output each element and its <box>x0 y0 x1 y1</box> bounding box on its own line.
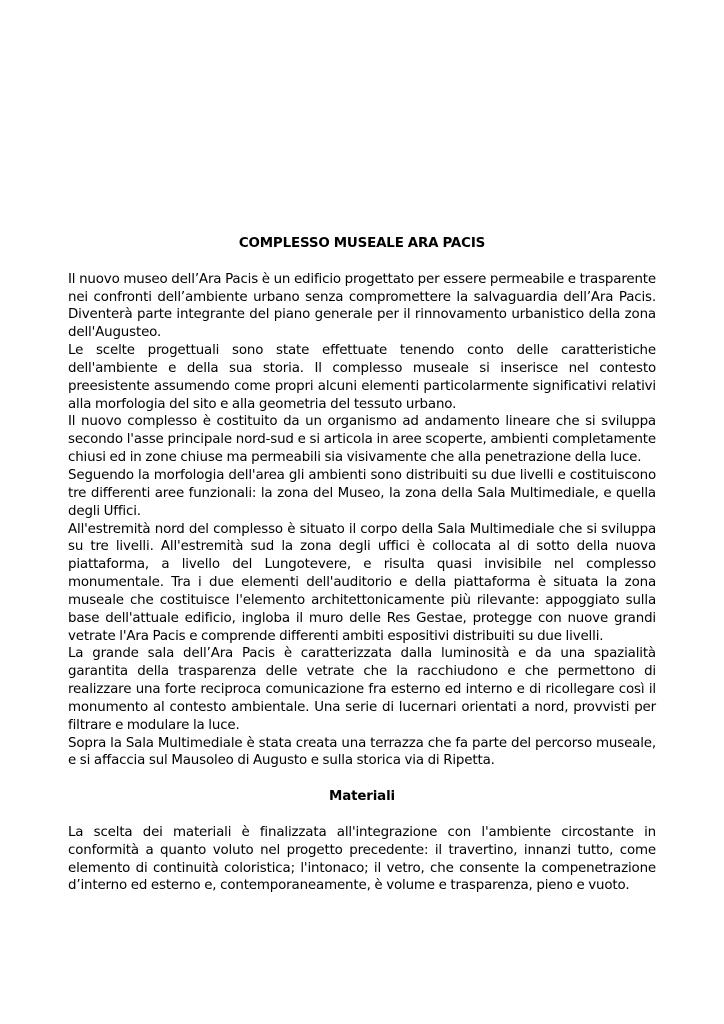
paragraph-great-hall: La grande sala dell’Ara Pacis è caratterizzata dalla luminosità e da una spazialità garantita della trasparenza delle vetrate che la racchiudono e che permettono di realizzare una forte reciproca comunicazione fra esterno ed interno e di ricollegare così il monumento al contesto ambientale. Una serie di lucernari orientati a nord, provvisti per filtrare e modulare la luce. <box>68 646 656 733</box>
materials-heading: Materiali <box>329 789 395 805</box>
paragraph-materials: La scelta dei materiali è finalizzata all'integrazione con l'ambiente circostante in conformità a quanto voluto nel progetto precedente: il travertino, innanzi tutto, come elemento di continuità coloristica; l'intonaco; il vetro, che consente la compenetrazione d’interno ed esterno e, contemporaneamente, è volume e trasparenza, pieno e vuoto. <box>68 824 656 894</box>
paragraph-intro: Il nuovo museo dell’Ara Pacis è un edificio progettato per essere permeabile e trasparente nei confronti dell’ambiente urbano senza compromettere la salvaguardia dell’Ara Pacis. Diventerà parte integrante del piano generale per il rinnovamento urbanistico della zona dell'Augusteo. <box>68 271 656 341</box>
paragraph-linear-organism: Il nuovo complesso è costituito da un organismo ad andamento lineare che si sviluppa secondo l'asse principale nord-sud e si articola in aree scoperte, ambienti completamente chiusi ed in zone chiuse ma permeabili sia visivamente che alla penetrazione della luce. <box>68 414 656 466</box>
paragraph-functional-areas: Seguendo la morfologia dell'area gli ambienti sono distribuiti su due livelli e costituiscono tre differenti aree funzionali: la zona del Museo, la zona della Sala Multimediale, e quella degli Uffici. <box>68 467 656 519</box>
document-title: COMPLESSO MUSEALE ARA PACIS <box>238 236 486 251</box>
paragraph-north-south: All'estremità nord del complesso è situato il corpo della Sala Multimediale che si sviluppa su tre livelli. All'estremità sud la zona degli uffici è collocata al di sotto della nuova piattaforma, a livello del Lungotevere, e risulta quasi invisibile nel complesso monumentale. Tra i due elementi dell'auditorio e della piattaforma è situata la zona museale che costituisce l'elemento architettonicamente più rilevante: appoggiato sulla base dell'attuale edificio, ingloba il muro delle Res Gestae, protegge con nuove grandi vetrate l'Ara Pacis e comprende differenti ambiti espositivi distribuiti su due livelli. <box>68 521 656 644</box>
paragraph-terrace: Sopra la Sala Multimediale è stata creata una terrazza che fa parte del percorso museale, e si affaccia sul Mausoleo di Augusto e sulla storica via di Ripetta. <box>68 735 656 769</box>
paragraph-design-choices: Le scelte progettuali sono state effettuate tenendo conto delle caratteristiche dell'ambiente e della sua storia. Il complesso museale si inserisce nel contesto preesistente assumendo come propri alcuni elementi particolarmente significativi relativi alla morfologia del sito e alla geometria del tessuto urbano. <box>68 343 656 412</box>
document-body <box>68 235 656 895</box>
